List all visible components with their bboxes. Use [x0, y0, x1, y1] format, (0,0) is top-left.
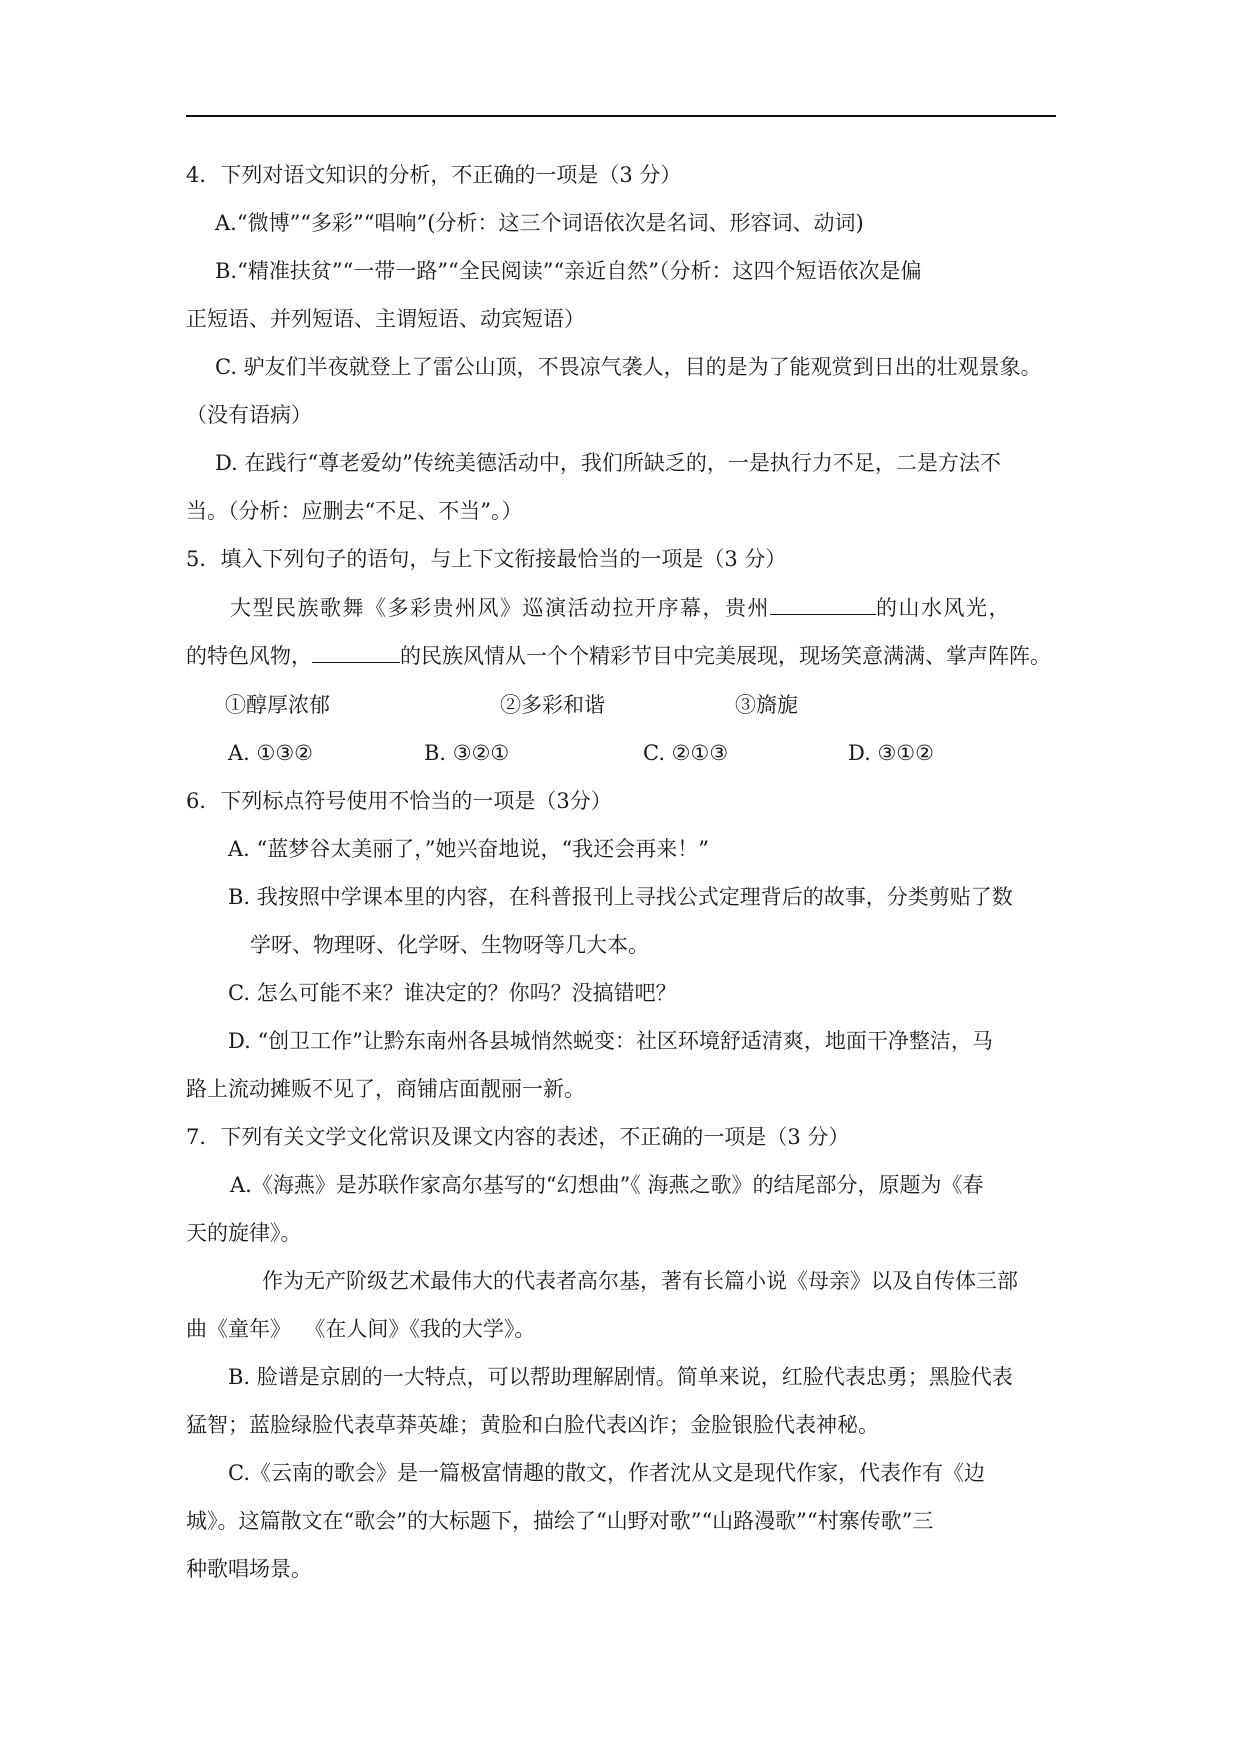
q5-phrase-2: ②多彩和谐	[500, 693, 605, 717]
q5-phrase-3: ③旖旎	[735, 693, 798, 717]
q6-option-b-line1: B. 我按照中学课本里的内容，在科普报刊上寻找公式定理背后的故事，分类剪贴了数	[228, 885, 1013, 909]
fill-blank-2	[312, 642, 400, 663]
header-rule	[186, 115, 1056, 117]
q6-option-a: A. “蓝梦谷太美丽了，”她兴奋地说，“我还会再来！”	[228, 837, 709, 861]
q7-option-c-line2: 城》。这篇散文在“歌会”的大标题下，描绘了“山野对歌”“山路漫歌”“村寨传歌”三	[186, 1509, 934, 1533]
q6-option-d-line2: 路上流动摊贩不见了，商铺店面靓丽一新。	[186, 1077, 585, 1101]
q5-passage-line2-end: 的民族风情从一个个精彩节目中完美展现，现场笑意满满、掌声阵阵。	[400, 644, 1051, 668]
q4-option-d-line1: D. 在践行“尊老爱幼”传统美德活动中，我们所缺乏的，一是执行力不足，二是方法不	[215, 451, 1001, 475]
q7-option-a-line1: A.《海燕》是苏联作家高尔基写的“幻想曲”《 海燕之歌》的结尾部分，原题为《春	[230, 1173, 984, 1197]
q4-option-b-line2: 正短语、并列短语、主谓短语、动宾短语）	[186, 307, 585, 331]
q6-option-b-line2: 学呀、物理呀、化学呀、生物呀等几大本。	[250, 933, 649, 957]
q7-option-c-line3: 种歌唱场景。	[186, 1557, 312, 1581]
q6-option-c: C. 怎么可能不来？谁决定的？你吗？没搞错吧？	[228, 981, 677, 1005]
q5-passage-line1	[230, 593, 1011, 623]
q5-phrase-1: ①醇厚浓郁	[225, 693, 330, 717]
q4-option-c-line2: （没有语病）	[186, 403, 312, 427]
q5-passage-line2-start: 的特色风物，	[186, 644, 312, 668]
q4-option-b-line1: B.“精准扶贫”“一带一路”“全民阅读”“亲近自然”（分析：这四个短语依次是偏	[215, 259, 922, 283]
q7-option-a-line4: 曲《童年》 《在人间》《我的大学》。	[186, 1317, 536, 1341]
q4-option-d-line2: 当。（分析：应删去“不足、不当”。）	[186, 499, 523, 523]
q5-option-b: B. ③②①	[424, 741, 510, 765]
q7-option-b-line2: 猛智；蓝脸绿脸代表草莽英雄；黄脸和白脸代表凶诈；金脸银脸代表神秘。	[186, 1413, 879, 1437]
q6-option-d-line1: D. “创卫工作”让黔东南州各县城悄然蜕变：社区环境舒适清爽，地面干净整洁，马	[228, 1029, 993, 1053]
q6-stem: 6．下列标点符号使用不恰当的一项是（3分）	[186, 789, 612, 813]
q7-stem: 7．下列有关文学文化常识及课文内容的表述，不正确的一项是（3 分）	[186, 1125, 850, 1149]
q5-passage-line2	[186, 641, 1051, 671]
q7-option-c-line1: C.《云南的歌会》是一篇极富情趣的散文，作者沈从文是现代作家，代表作有《边	[228, 1461, 985, 1485]
q5-stem: 5．填入下列句子的语句，与上下文衔接最恰当的一项是（3 分）	[186, 547, 787, 571]
q5-option-d: D. ③①②	[848, 741, 934, 765]
q5-option-c: C. ②①③	[643, 741, 729, 765]
q4-stem: 4．下列对语文知识的分析，不正确的一项是（3 分）	[186, 163, 682, 187]
q5-option-a: A. ①③②	[228, 741, 313, 765]
q5-passage-line1-end: 的山水风光，	[876, 596, 1011, 620]
q7-option-a-line3: 作为无产阶级艺术最伟大的代表者高尔基，著有长篇小说《母亲》以及自传体三部	[262, 1269, 1018, 1293]
q4-option-a: A.“微博”“多彩”“唱响”(分析：这三个词语依次是名词、形容词、动词)	[215, 211, 864, 235]
q5-passage-line1-start: 大型民族歌舞《多彩贵州风》巡演活动拉开序幕，贵州	[230, 596, 770, 620]
fill-blank-1	[770, 594, 876, 615]
q7-option-b-line1: B. 脸谱是京剧的一大特点，可以帮助理解剧情。简单来说，红脸代表忠勇；黑脸代表	[228, 1365, 1013, 1389]
q4-option-c-line1: C. 驴友们半夜就登上了雷公山顶，不畏凉气袭人，目的是为了能观赏到日出的壮观景象。	[215, 355, 1042, 379]
q7-option-a-line2: 天的旋律》。	[186, 1221, 302, 1245]
